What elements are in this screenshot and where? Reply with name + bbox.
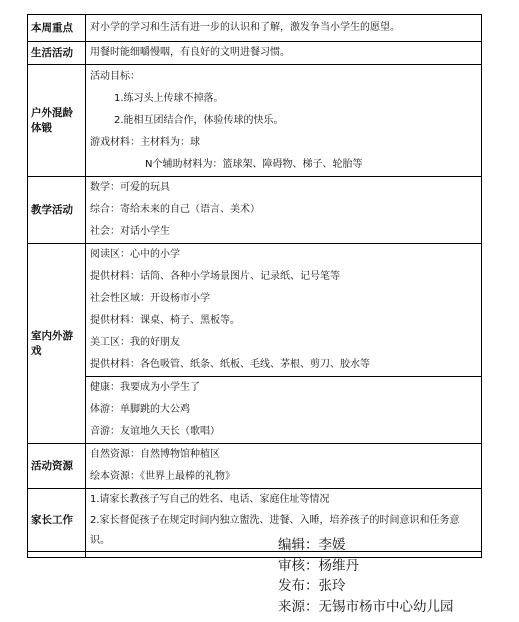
- credit-source: 来源：无锡市杨市中心幼儿园: [278, 598, 454, 615]
- life-activity-text: 用餐时能细嚼慢咽，有良好的文明进餐习惯。: [86, 42, 482, 65]
- game-area-item: 提供材料：课桌、椅子、黑板等。: [90, 315, 240, 326]
- row-activity-resources: [28, 444, 482, 489]
- game-area-item: 阅读区：心中的小学: [90, 249, 180, 260]
- teaching-activity-content: [86, 177, 482, 244]
- outdoor-material-main: 游戏材料：主材料为：球: [90, 136, 200, 148]
- outdoor-goal-1: 1.练习头上传球不掉落。: [114, 92, 224, 104]
- teaching-item: 社会：对话小学生: [90, 226, 170, 237]
- parent-task-item: 1.请家长教孩子写自己的姓名、电话、家庭住址等情况: [90, 494, 330, 505]
- outdoor-goal-2: 2.能相互团结合作，体验传球的快乐。: [114, 114, 284, 126]
- outdoor-exercise-content: [86, 65, 482, 177]
- parent-work-label: 家长工作: [28, 489, 86, 552]
- outdoor-exercise-label: 户外混龄体锻: [28, 65, 86, 177]
- outdoor-material-aux: N个辅助材料为：篮球架、障碍物、梯子、轮胎等: [145, 158, 363, 170]
- teaching-activity-label: 教学活动: [28, 177, 86, 244]
- resource-item: 绘本资源：《世界上最棒的礼物》: [90, 471, 235, 482]
- row-teaching-activity: [28, 177, 482, 244]
- credit-publisher: 发布：张玲: [278, 578, 346, 594]
- indoor-games-group-2: [86, 377, 482, 444]
- game-item: 音游：友谊地久天长（歌唱）: [90, 426, 220, 437]
- game-area-item: 提供材料：各色吸管、纸条、纸板、毛线、茅根、剪刀、胶水等: [90, 359, 370, 370]
- indoor-games-group-1: [86, 244, 482, 377]
- activity-resources-content: [86, 444, 482, 489]
- activity-resources-label: 活动资源: [28, 444, 86, 489]
- life-activity-label: 生活活动: [28, 42, 86, 65]
- row-weekly-focus: [28, 15, 482, 42]
- empty-cell: [28, 552, 86, 558]
- weekly-focus-text: 对小学的学习和生活有进一步的认识和了解，激发争当小学生的愿望。: [86, 15, 482, 42]
- row-indoor-outdoor-games: [28, 244, 482, 377]
- row-outdoor-exercise: [28, 65, 482, 177]
- credit-editor: 编辑：李媛: [278, 537, 346, 553]
- weekly-focus-label: 本周重点: [28, 15, 86, 42]
- credits-block: [278, 535, 454, 617]
- game-item: 体游：单脚跳的大公鸡: [90, 404, 190, 415]
- teaching-item: 综合：寄给未来的自己（语言、美术）: [90, 204, 260, 215]
- row-indoor-outdoor-games-2: [28, 377, 482, 444]
- indoor-outdoor-games-label: 室内外游戏: [28, 244, 86, 444]
- game-area-item: 美工区：我的好朋友: [90, 337, 180, 348]
- game-area-item: 提供材料：话筒、各种小学场景图片、记录纸、记号笔等: [90, 271, 340, 282]
- teaching-item: 数学：可爱的玩具: [90, 182, 170, 193]
- game-area-item: 社会性区域：开设杨市小学: [90, 293, 210, 304]
- outdoor-goal-title: 活动目标：: [90, 70, 140, 82]
- weekly-plan-table: [27, 14, 482, 558]
- parent-task-item: 2.家长督促孩子在规定时间内独立盥洗、进餐、入睡，培养孩子的时间意识和任务意识。: [90, 515, 460, 546]
- resource-item: 自然资源：自然博物馆种植区: [90, 449, 220, 460]
- credit-reviewer: 审核：杨维丹: [278, 557, 359, 574]
- game-item: 健康：我要成为小学生了: [90, 382, 200, 393]
- row-life-activity: [28, 42, 482, 65]
